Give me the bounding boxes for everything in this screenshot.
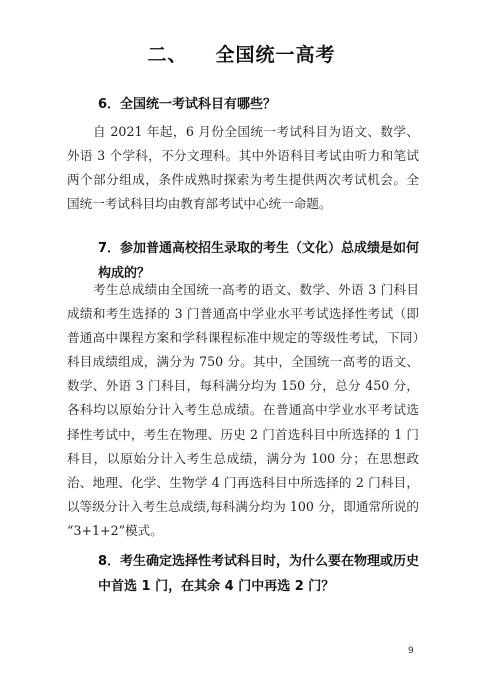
- page-number: 9: [408, 646, 414, 656]
- section-title: 全国统一高考: [215, 44, 336, 66]
- question-6-answer: 自 2021 年起，6 月份全国统一考试科目为语文、数学、外语 3 个学科，不分文理科。其中外语科目考试由听力和笔试两个部分组成，条件成熟时探索为考生提供两次考试机会。全国统一考试科目均由教育部考试中心统一命题。: [67, 124, 419, 212]
- question-7-heading: 7．参加普通高校招生录取的考生（文化）总成绩是如何构成的？: [98, 241, 420, 281]
- section-number: 二、: [147, 44, 188, 66]
- question-6-heading: 6．全国统一考试科目有哪些？: [98, 97, 277, 112]
- question-8-heading: 8．考生确定选择性考试科目时，为什么要在物理或历史中首选 1 门，在其余 4 门中再选 2 门？: [98, 554, 420, 594]
- question-7-answer: 考生总成绩由全国统一高考的语文、数学、外语 3 门科目成绩和考生选择的 3 门普通高中学业水平考试选择性考试（即普通高中课程方案和学科课程标准中规定的等级性考试，下同）科目成绩组成，满分为 750 分。其中，全国统一高考的语文、数学、外语 3 门科目，每科满分均为 150 分，总分 450 分，各科均以原始分计入考生总成绩。在普通高中学业水平考试选择性考试中，考生在物理、历史 2 门首选科目中所选择的 1 门科目，以原始分计入考生总成绩，满分为 100 分；在思想政治、地理、化学、生物学 4 门再选科目中所选择的 2 门科目，以等级分计入考生总成绩,每科满分均为 100 分，即通常所说的 “3+1+2”模式。: [67, 282, 419, 538]
- section-heading: [0, 40, 483, 67]
